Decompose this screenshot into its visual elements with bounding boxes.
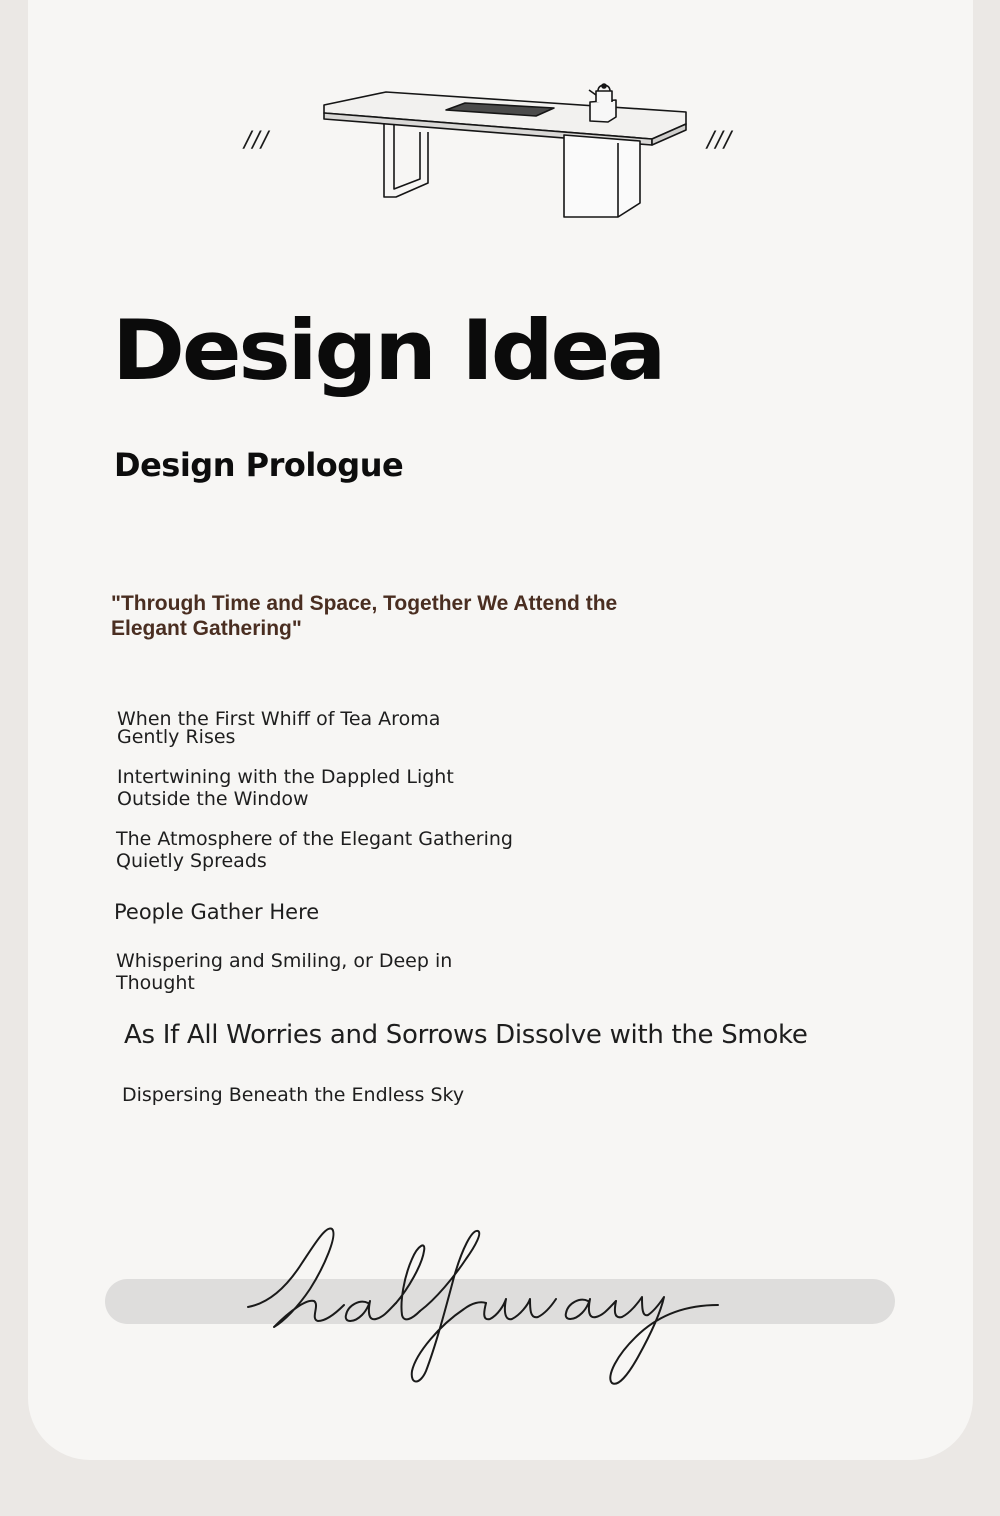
poem-line-4: People Gather Here — [114, 900, 320, 924]
section-subtitle: Design Prologue — [114, 446, 404, 484]
poem-line-5: Whispering and Smiling, or Deep in Thought — [116, 950, 453, 994]
page-title: Design Idea — [112, 302, 664, 399]
poem-line-7: Dispersing Beneath the Endless Sky — [122, 1084, 465, 1106]
poem-line-3: The Atmosphere of the Elegant Gathering Quietly Spreads — [116, 828, 513, 872]
left-decorative-slashes: /// — [244, 128, 270, 153]
halfway-signature — [240, 1215, 740, 1395]
poem-line-1: When the First Whiff of Tea Aroma Gently Rises — [117, 708, 441, 748]
poem-line-2: Intertwining with the Dappled Light Outside the Window — [117, 766, 454, 810]
tea-table-illustration — [300, 75, 700, 225]
featured-quote: "Through Time and Space, Together We Attend the Elegant Gathering" — [111, 592, 618, 640]
poem-line-6: As If All Worries and Sorrows Dissolve with the Smoke — [124, 1020, 808, 1050]
right-decorative-slashes: /// — [707, 128, 733, 153]
